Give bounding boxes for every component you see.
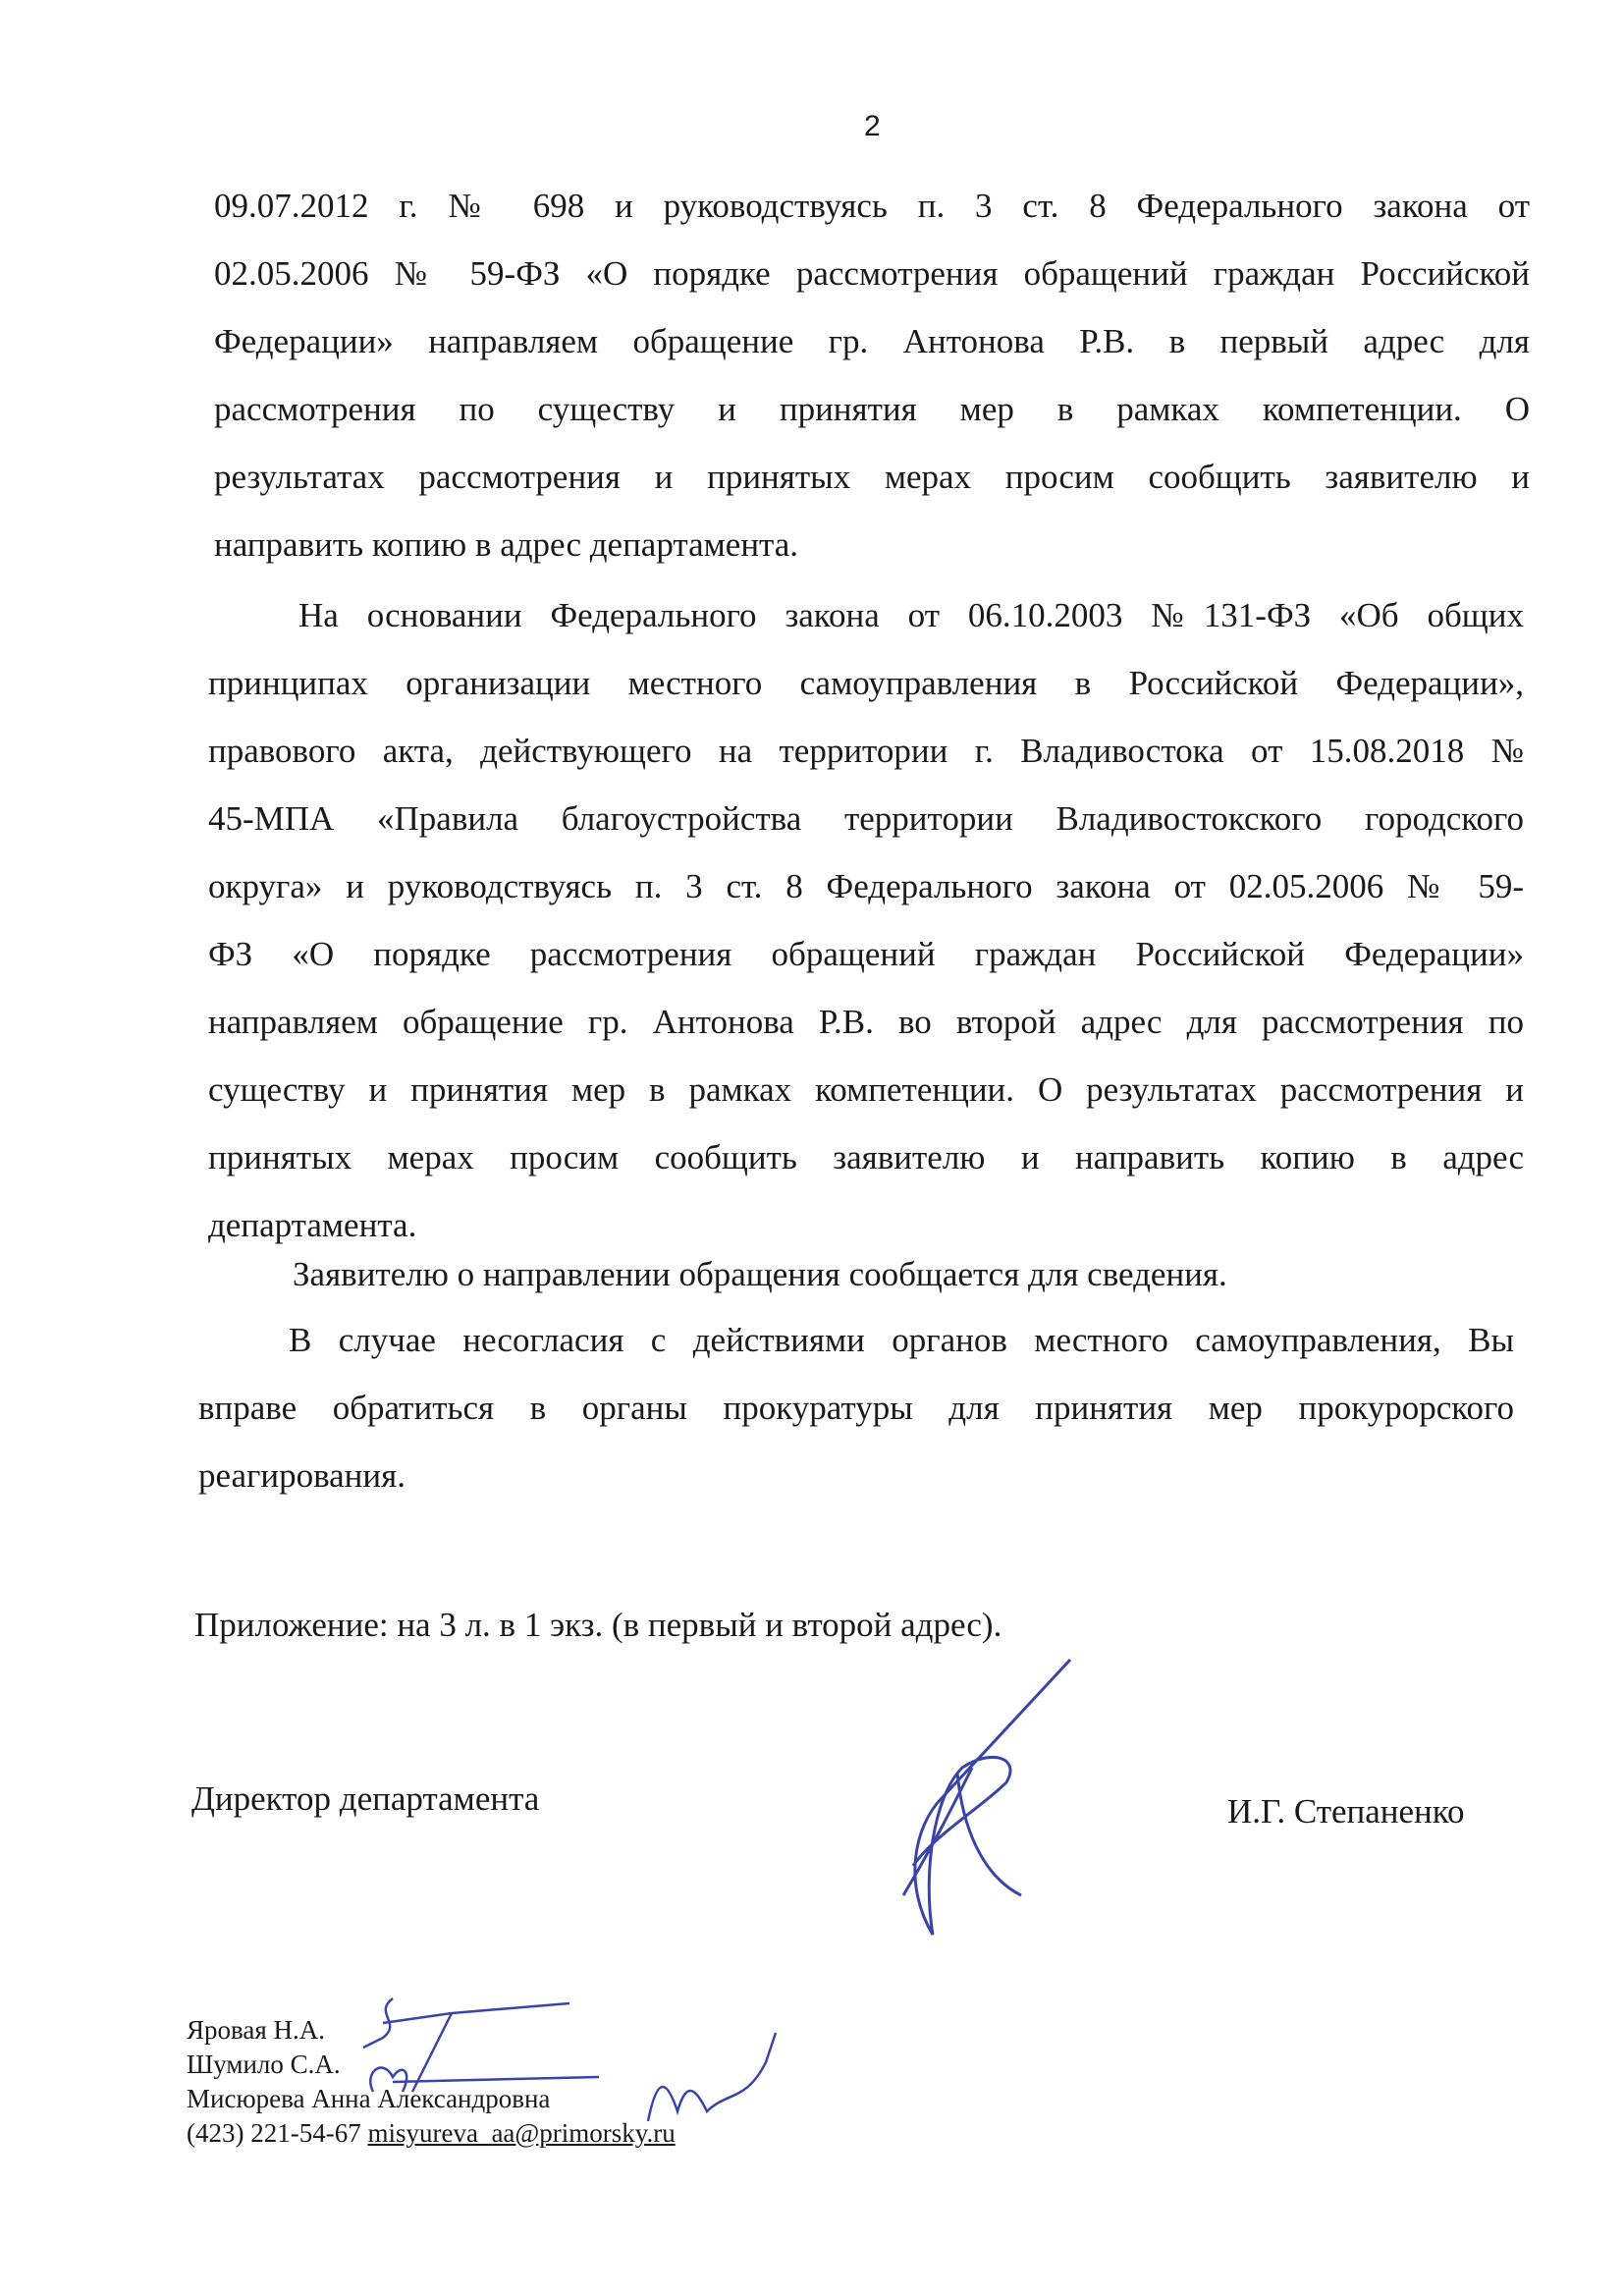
paragraph-3 <box>202 1240 1518 1308</box>
text-line: ФЗ «О порядке рассмотрения обращений граждан Российской Федерации» <box>208 935 1524 973</box>
text-line: 02.05.2006 № 59-ФЗ «О порядке рассмотрения обращений граждан Российской <box>214 254 1530 293</box>
text-line: рассмотрения по существу и принятия мер в рамках компетенции. О <box>214 390 1530 428</box>
text-line: 09.07.2012 г. № 698 и руководствуясь п. 3 ст. 8 Федерального закона от <box>214 187 1530 225</box>
paragraph-4 <box>198 1306 1514 1509</box>
contact-email-link[interactable]: misyureva_aa@primorsky.ru <box>367 2118 676 2148</box>
page-number: 2 <box>864 110 881 142</box>
text-line: направляем обращение гр. Антонова Р.В. во второй адрес для рассмотрения по <box>208 1003 1524 1041</box>
text-line: вправе обратиться в органы прокуратуры для принятия мер прокурорского <box>198 1389 1514 1427</box>
approver: Яровая Н.А. <box>187 2015 326 2045</box>
text-line: принятых мерах просим сообщить заявителю и направить копию в адрес <box>208 1138 1524 1176</box>
signer-title: Директор департамента <box>191 1779 540 1818</box>
contact-phone: (423) 221-54-67 <box>187 2118 361 2148</box>
text-line: 45-МПА «Правила благоустройства территории Владивостокского городского <box>208 799 1524 838</box>
signer-name: И.Г. Степаненко <box>1227 1792 1465 1831</box>
text-line: реагирования. <box>198 1456 406 1495</box>
text-line: Заявителю о направлении обращения сообщается для сведения. <box>293 1255 1227 1293</box>
text-line: Федерации» направляем обращение гр. Антонова Р.В. в первый адрес для <box>214 322 1530 360</box>
text-line: направить копию в адрес департамента. <box>214 525 799 564</box>
attachment-note: Приложение: на 3 л. в 1 экз. (в первый и второй адрес). <box>194 1606 1002 1644</box>
approver: Мисюрева Анна Александровна <box>187 2084 551 2113</box>
text-line: департамента. <box>208 1206 417 1244</box>
text-line: На основании Федерального закона от 06.10.2003 №131-ФЗ «Об общих <box>298 596 1524 634</box>
text-line: правового акта, действующего на территории г. Владивостока от 15.08.2018 № <box>208 732 1524 770</box>
text-line: результатах рассмотрения и принятых мерах просим сообщить заявителю и <box>214 458 1530 496</box>
approver-signatures <box>353 1984 805 2151</box>
text-line: существу и принятия мер в рамках компетенции. О результатах рассмотрения и <box>208 1070 1524 1109</box>
approver: Шумило С.А. <box>187 2050 341 2079</box>
text-line: округа» и руководствуясь п. 3 ст. 8 Федерального закона от 02.05.2006 № 59- <box>208 867 1524 905</box>
text-line: принципах организации местного самоуправления в Российской Федерации», <box>208 664 1524 702</box>
director-signature <box>874 1650 1090 1944</box>
paragraph-2 <box>208 581 1524 1259</box>
text-line: В случае несогласия с действиями органов местного самоуправления, Вы <box>289 1321 1514 1359</box>
paragraph-1 <box>214 172 1530 578</box>
